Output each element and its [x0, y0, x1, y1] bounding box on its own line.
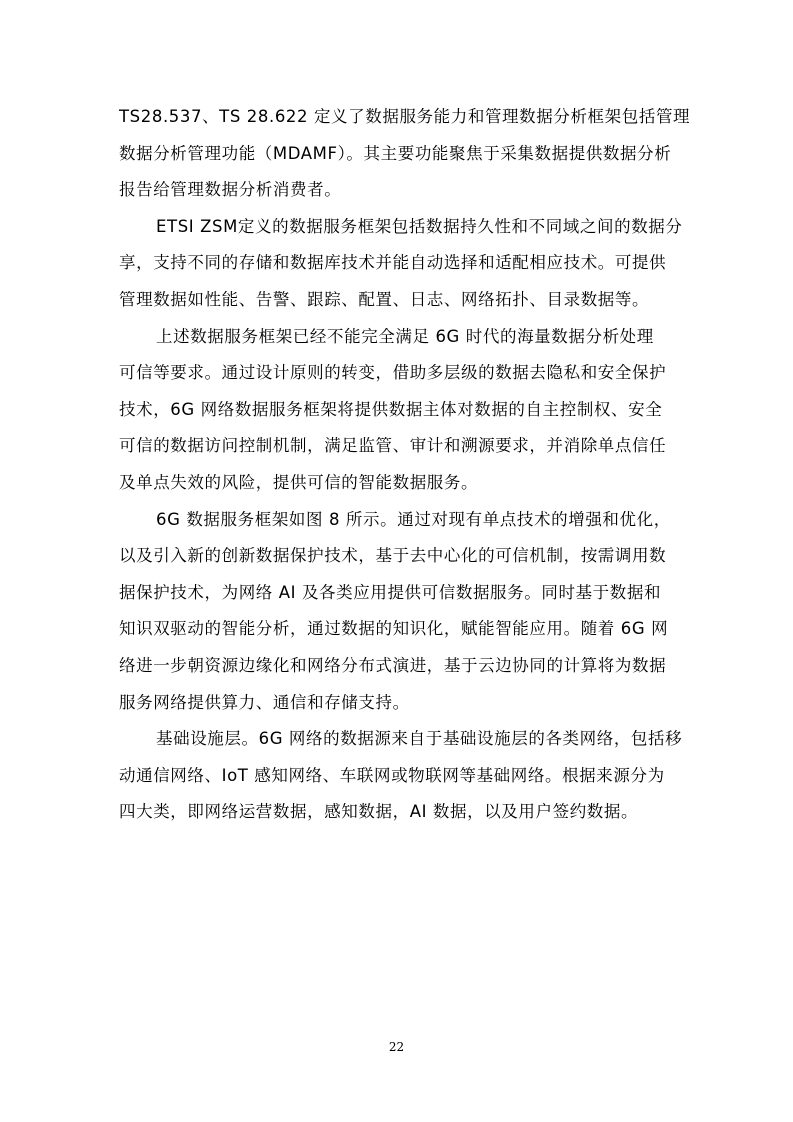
paragraph-line: 可信的数据访问控制机制，满足监管、审计和溯源要求，并消除单点信任 — [119, 436, 667, 456]
paragraph-line: 服务网络提供算力、通信和存储支持。 — [119, 692, 410, 712]
paragraph-line: 享，支持不同的存储和数据库技术并能自动选择和适配相应技术。可提供 — [119, 253, 667, 273]
paragraph-line: 6G 数据服务框架如图 8 所示。通过对现有单点技术的增强和优化， — [156, 509, 671, 529]
document-body — [119, 104, 691, 836]
paragraph-line: 管理数据如性能、告警、跟踪、配置、日志、网络拓扑、目录数据等。 — [119, 289, 650, 309]
paragraph-6g-framework — [119, 507, 679, 727]
paragraph-line: 知识双驱动的智能分析，通过数据的知识化，赋能智能应用。随着 6G 网 — [119, 619, 669, 639]
paragraph-line: 据保护技术，为网络 AI 及各类应用提供可信数据服务。同时基于数据和 — [119, 582, 662, 602]
paragraph-etsi-zsm — [119, 214, 683, 324]
page-number: 22 — [388, 1040, 405, 1054]
paragraph-line: TS28.537、TS 28.622 定义了数据服务能力和管理数据分析框架包括管理 — [119, 107, 691, 126]
paragraph-line: 以及引入新的创新数据保护技术，基于去中心化的可信机制，按需调用数 — [119, 546, 667, 566]
paragraph-infrastructure-layer — [119, 726, 683, 836]
paragraph-line: 上述数据服务框架已经不能完全满足 6G 时代的海量数据分析处理 — [156, 326, 654, 346]
paragraph-limitations — [119, 324, 679, 507]
paragraph-line: 报告给管理数据分析消费者。 — [119, 180, 342, 200]
paragraph-standards — [119, 104, 691, 214]
paragraph-line: ETSI ZSM定义的数据服务框架包括数据持久性和不同域之间的数据分 — [156, 216, 683, 236]
paragraph-line: 基础设施层。6G 网络的数据源来自于基础设施层的各类网络，包括移 — [156, 729, 683, 749]
paragraph-line: 四大类，即网络运营数据，感知数据，AI 数据，以及用户签约数据。 — [119, 802, 639, 822]
paragraph-line: 可信等要求。通过设计原则的转变，借助多层级的数据去隐私和安全保护 — [119, 363, 667, 383]
paragraph-line: 动通信网络、IoT 感知网络、车联网或物联网等基础网络。根据来源分为 — [119, 765, 665, 785]
paragraph-line: 数据分析管理功能（MDAMF）。其主要功能聚焦于采集数据提供数据分析 — [119, 143, 672, 163]
paragraph-line: 及单点失效的风险，提供可信的智能数据服务。 — [119, 472, 479, 492]
paragraph-line: 络进一步朝资源边缘化和网络分布式演进，基于云边协同的计算将为数据 — [119, 655, 667, 675]
paragraph-line: 技术，6G 网络数据服务框架将提供数据主体对数据的自主控制权、安全 — [119, 399, 663, 419]
